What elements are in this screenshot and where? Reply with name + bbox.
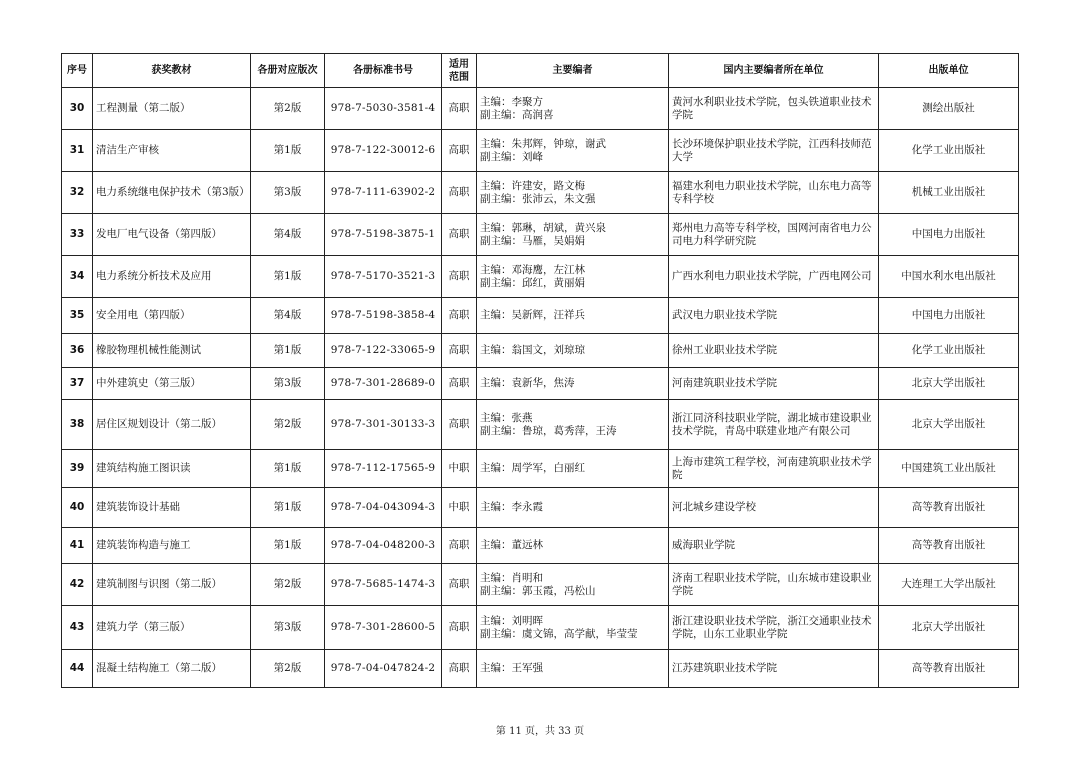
- editor-line: 副主编：张沛云，朱文强: [480, 192, 596, 205]
- cell-title: 清洁生产审核: [93, 130, 251, 172]
- cell-isbn: 978-7-04-048200-3: [325, 528, 442, 564]
- cell-edition: 第4版: [251, 298, 325, 334]
- table-row: [62, 214, 1019, 256]
- cell-edition: 第1版: [251, 256, 325, 298]
- cell-edition: 第2版: [251, 88, 325, 130]
- editor-line: 副主编：邱红，黄丽娟: [480, 276, 585, 289]
- table-row: [62, 564, 1019, 606]
- cell-editors: [477, 298, 669, 334]
- table-row: [62, 368, 1019, 400]
- table-row: [62, 172, 1019, 214]
- cell-isbn: 978-7-5198-3875-1: [325, 214, 442, 256]
- editor-line: 主编：董远林: [480, 539, 543, 551]
- cell-publisher: 化学工业出版社: [879, 334, 1019, 368]
- cell-institution: 黄河水利职业技术学院，包头铁道职业技术学院: [669, 88, 879, 130]
- cell-scope: 高职: [442, 368, 477, 400]
- table-row: [62, 650, 1019, 688]
- cell-publisher: 中国电力出版社: [879, 214, 1019, 256]
- cell-title: 建筑结构施工图识读: [93, 450, 251, 488]
- cell-publisher: 中国水利水电出版社: [879, 256, 1019, 298]
- editor-line: 主编：刘明晖: [480, 614, 543, 627]
- cell-publisher: 中国电力出版社: [879, 298, 1019, 334]
- table-row: [62, 298, 1019, 334]
- cell-edition: 第3版: [251, 606, 325, 650]
- editor-line: 副主编：马雁，吴娟娟: [480, 234, 585, 247]
- editor-line: 副主编：鲁琼，葛秀萍，王涛: [480, 424, 617, 437]
- award-textbook-table: [61, 53, 1019, 688]
- cell-number: 36: [62, 334, 93, 368]
- cell-editors: [477, 450, 669, 488]
- cell-scope: 中职: [442, 488, 477, 528]
- cell-edition: 第3版: [251, 172, 325, 214]
- cell-number: 33: [62, 214, 93, 256]
- header-isbn: 各册标准书号: [325, 54, 442, 88]
- cell-publisher: 中国建筑工业出版社: [879, 450, 1019, 488]
- cell-scope: 高职: [442, 88, 477, 130]
- cell-isbn: 978-7-301-28600-5: [325, 606, 442, 650]
- cell-edition: 第1版: [251, 528, 325, 564]
- cell-isbn: 978-7-5170-3521-3: [325, 256, 442, 298]
- cell-title: 工程测量（第二版）: [93, 88, 251, 130]
- cell-institution: 武汉电力职业技术学院: [669, 298, 879, 334]
- cell-number: 37: [62, 368, 93, 400]
- cell-edition: 第1版: [251, 488, 325, 528]
- cell-isbn: 978-7-5685-1474-3: [325, 564, 442, 606]
- table-row: [62, 88, 1019, 130]
- cell-edition: 第2版: [251, 650, 325, 688]
- cell-institution: 长沙环境保护职业技术学院，江西科技师范大学: [669, 130, 879, 172]
- editor-line: 副主编：刘峰: [480, 150, 543, 163]
- cell-edition: 第1版: [251, 334, 325, 368]
- editor-line: 主编：李聚方: [480, 95, 543, 108]
- cell-publisher: 北京大学出版社: [879, 400, 1019, 450]
- table-row: [62, 256, 1019, 298]
- cell-isbn: 978-7-301-28689-0: [325, 368, 442, 400]
- cell-editors: [477, 256, 669, 298]
- editor-line: 主编：朱邦辉，钟琼，谢武: [480, 137, 606, 150]
- table-row: [62, 400, 1019, 450]
- cell-editors: [477, 606, 669, 650]
- cell-isbn: 978-7-04-047824-2: [325, 650, 442, 688]
- cell-scope: 高职: [442, 564, 477, 606]
- cell-institution: 徐州工业职业技术学院: [669, 334, 879, 368]
- editor-line: 副主编：郭玉霞，冯松山: [480, 584, 596, 597]
- table-body: [62, 88, 1019, 688]
- editor-line: 副主编：虞文锦，高学献，毕莹莹: [480, 627, 638, 640]
- cell-institution: 郑州电力高等专科学校，国网河南省电力公司电力科学研究院: [669, 214, 879, 256]
- editor-line: 主编：周学军，白丽红: [480, 462, 585, 474]
- cell-editors: [477, 368, 669, 400]
- cell-isbn: 978-7-04-043094-3: [325, 488, 442, 528]
- editor-line: 主编：王军强: [480, 662, 543, 674]
- cell-editors: [477, 528, 669, 564]
- cell-institution: 上海市建筑工程学校，河南建筑职业技术学院: [669, 450, 879, 488]
- cell-institution: 威海职业学院: [669, 528, 879, 564]
- cell-institution: 浙江同济科技职业学院，湖北城市建设职业技术学院，青岛中联建业地产有限公司: [669, 400, 879, 450]
- cell-title: 居住区规划设计（第二版）: [93, 400, 251, 450]
- cell-number: 31: [62, 130, 93, 172]
- cell-scope: 高职: [442, 528, 477, 564]
- cell-number: 34: [62, 256, 93, 298]
- cell-scope: 中职: [442, 450, 477, 488]
- cell-title: 建筑装饰构造与施工: [93, 528, 251, 564]
- cell-number: 42: [62, 564, 93, 606]
- cell-number: 43: [62, 606, 93, 650]
- cell-number: 44: [62, 650, 93, 688]
- cell-editors: [477, 334, 669, 368]
- cell-scope: 高职: [442, 334, 477, 368]
- cell-editors: [477, 214, 669, 256]
- cell-editors: [477, 564, 669, 606]
- cell-number: 38: [62, 400, 93, 450]
- editor-line: 主编：翁国文，刘琼琼: [480, 344, 585, 356]
- cell-publisher: 北京大学出版社: [879, 606, 1019, 650]
- cell-scope: 高职: [442, 214, 477, 256]
- cell-number: 40: [62, 488, 93, 528]
- cell-edition: 第2版: [251, 564, 325, 606]
- cell-institution: 济南工程职业技术学院，山东城市建设职业学院: [669, 564, 879, 606]
- cell-publisher: 高等教育出版社: [879, 528, 1019, 564]
- header-edition: 各册对应版次: [251, 54, 325, 88]
- cell-scope: 高职: [442, 298, 477, 334]
- cell-editors: [477, 88, 669, 130]
- cell-institution: 江苏建筑职业技术学院: [669, 650, 879, 688]
- cell-publisher: 高等教育出版社: [879, 488, 1019, 528]
- cell-institution: 福建水利电力职业技术学院，山东电力高等专科学校: [669, 172, 879, 214]
- cell-publisher: 机械工业出版社: [879, 172, 1019, 214]
- editor-line: 主编：张燕: [480, 411, 533, 424]
- editor-line: 副主编：高润喜: [480, 108, 554, 121]
- cell-institution: 浙江建设职业技术学院，浙江交通职业技术学院，山东工业职业学院: [669, 606, 879, 650]
- cell-title: 建筑制图与识图（第二版）: [93, 564, 251, 606]
- table-header: [62, 54, 1019, 88]
- cell-title: 橡胶物理机械性能测试: [93, 334, 251, 368]
- header-number: 序号: [62, 54, 93, 88]
- header-institution: 国内主要编者所在单位: [669, 54, 879, 88]
- editor-line: 主编：吴新辉，汪祥兵: [480, 309, 585, 321]
- header-publisher: 出版单位: [879, 54, 1019, 88]
- cell-publisher: 北京大学出版社: [879, 368, 1019, 400]
- cell-edition: 第3版: [251, 368, 325, 400]
- cell-publisher: 高等教育出版社: [879, 650, 1019, 688]
- cell-publisher: 化学工业出版社: [879, 130, 1019, 172]
- cell-isbn: 978-7-5198-3858-4: [325, 298, 442, 334]
- cell-edition: 第1版: [251, 450, 325, 488]
- cell-publisher: 测绘出版社: [879, 88, 1019, 130]
- cell-scope: 高职: [442, 172, 477, 214]
- cell-edition: 第1版: [251, 130, 325, 172]
- editor-line: 主编：许建安，路文梅: [480, 179, 585, 192]
- cell-isbn: 978-7-111-63902-2: [325, 172, 442, 214]
- cell-number: 41: [62, 528, 93, 564]
- cell-editors: [477, 650, 669, 688]
- cell-number: 39: [62, 450, 93, 488]
- header-row: [62, 54, 1019, 88]
- cell-institution: 河南建筑职业技术学院: [669, 368, 879, 400]
- cell-publisher: 大连理工大学出版社: [879, 564, 1019, 606]
- page-footer: 第 11 页，共 33 页: [495, 726, 585, 737]
- cell-number: 35: [62, 298, 93, 334]
- cell-editors: [477, 172, 669, 214]
- cell-isbn: 978-7-112-17565-9: [325, 450, 442, 488]
- cell-title: 建筑装饰设计基础: [93, 488, 251, 528]
- cell-isbn: 978-7-5030-3581-4: [325, 88, 442, 130]
- header-scope: 适用范围: [442, 54, 477, 88]
- header-title: 获奖教材: [93, 54, 251, 88]
- cell-scope: 高职: [442, 130, 477, 172]
- cell-title: 发电厂电气设备（第四版）: [93, 214, 251, 256]
- cell-institution: 广西水利电力职业技术学院，广西电网公司: [669, 256, 879, 298]
- cell-scope: 高职: [442, 400, 477, 450]
- cell-edition: 第2版: [251, 400, 325, 450]
- editor-line: 主编：郭琳，胡斌，黄兴泉: [480, 221, 606, 234]
- table-row: [62, 606, 1019, 650]
- editor-line: 主编：肖明和: [480, 571, 543, 584]
- cell-number: 32: [62, 172, 93, 214]
- header-editors: 主要编者: [477, 54, 669, 88]
- table-row: [62, 450, 1019, 488]
- cell-title: 建筑力学（第三版）: [93, 606, 251, 650]
- cell-title: 电力系统分析技术及应用: [93, 256, 251, 298]
- cell-institution: 河北城乡建设学校: [669, 488, 879, 528]
- table-row: [62, 528, 1019, 564]
- table-row: [62, 334, 1019, 368]
- table-row: [62, 130, 1019, 172]
- editor-line: 主编：邓海鹰，左江林: [480, 263, 585, 276]
- cell-isbn: 978-7-301-30133-3: [325, 400, 442, 450]
- cell-editors: [477, 130, 669, 172]
- cell-editors: [477, 400, 669, 450]
- cell-scope: 高职: [442, 606, 477, 650]
- table-row: [62, 488, 1019, 528]
- cell-editors: [477, 488, 669, 528]
- cell-title: 安全用电（第四版）: [93, 298, 251, 334]
- cell-isbn: 978-7-122-30012-6: [325, 130, 442, 172]
- cell-number: 30: [62, 88, 93, 130]
- cell-scope: 高职: [442, 650, 477, 688]
- cell-title: 混凝土结构施工（第二版）: [93, 650, 251, 688]
- cell-title: 中外建筑史（第三版）: [93, 368, 251, 400]
- cell-isbn: 978-7-122-33065-9: [325, 334, 442, 368]
- cell-scope: 高职: [442, 256, 477, 298]
- editor-line: 主编：袁新华，焦涛: [480, 377, 575, 389]
- editor-line: 主编：李永霞: [480, 501, 543, 513]
- cell-title: 电力系统继电保护技术（第3版）: [93, 172, 251, 214]
- cell-edition: 第4版: [251, 214, 325, 256]
